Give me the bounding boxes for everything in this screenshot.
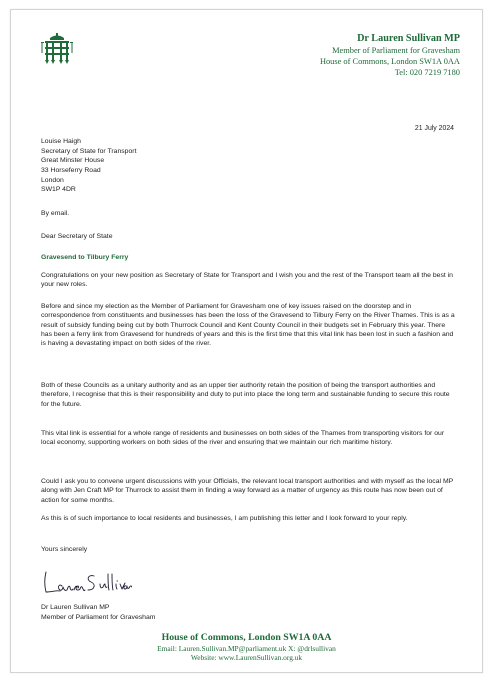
recipient-line: SW1P 4DR [41, 186, 76, 194]
paragraph-6: As this is of such importance to local residents and businesses, I am publishing this letter and I look forward to your reply. [41, 515, 408, 522]
footer-contact: Email: Lauren.Sullivan.MP@parliament.uk X: @drlsullivan [157, 644, 336, 653]
by-email-note: By email. [41, 210, 70, 217]
footer-address: House of Commons, London SW1A 0AA [161, 632, 332, 643]
closing: Yours sincerely [41, 546, 88, 553]
paragraph-4: This vital link is essential for a whole range of residents and businesses on both sides of the Thames from transporting visitors for our local economy, supporting workers on both sides of the river and ensuring that we maintain our rich maritime history. [41, 430, 445, 447]
paragraph-3: Both of these Councils as a unitary authority and as an upper tier authority retain the position of being the transport authorities and therefore, I recognise that this is their responsibility and duty to put into place the long term and sustainable funding to secure this route for the future. [41, 382, 450, 408]
recipient-address [41, 137, 458, 195]
recipient-line: Secretary of State for Transport [41, 147, 137, 155]
signoff-name: Dr Lauren Sullivan MP [41, 604, 110, 611]
recipient-line: 33 Horseferry Road [41, 167, 101, 175]
letter-date: 21 July 2024 [414, 125, 454, 132]
letterhead [320, 32, 460, 78]
mp-role: Member of Parliament for Gravesham [332, 46, 460, 55]
letter-subject: Gravesend to Tilbury Ferry [41, 254, 129, 261]
handwritten-signature [42, 566, 132, 598]
salutation: Dear Secretary of State [41, 233, 113, 240]
recipient-line: Louise Haigh [41, 138, 81, 145]
mp-telephone: Tel: 020 7219 7180 [394, 68, 460, 77]
portcullis-logo [41, 33, 73, 65]
letter-footer [11, 632, 482, 662]
signoff-role: Member of Parliament for Gravesham [41, 614, 156, 621]
footer-website: Website: www.LaurenSullivan.org.uk [190, 653, 303, 662]
paragraph-1: Congratulations on your new position as Secretary of State for Transport and I wish you and the rest of the Transport team all the best in your new roles. [41, 272, 453, 289]
recipient-line: Great Minster House [41, 157, 105, 165]
mp-name: Dr Lauren Sullivan MP [357, 33, 460, 44]
paragraph-5: Could I ask you to convene urgent discussions with your Officials, the relevant local transport authorities and with myself as the local MP along with Jen Craft MP for Thurrock to assist them in finding a way forward as a matter of urgency as this route has now been out of action for some months. [41, 478, 454, 504]
letter-page [10, 9, 483, 673]
mp-address: House of Commons, London SW1A 0AA [319, 57, 460, 66]
paragraph-2: Before and since my election as the Member of Parliament for Gravesham one of key issues raised on the doorstep and in correspondence from constituents and businesses has been the loss of the Gravesend to Tilbury Ferry on the River Thames. This is as a result of subsidy funding being cut by both Thurrock Council and Kent County Council in their budgets set in February this year. There has been a ferry link from Gravesend for hundreds of years and this is the first time that this vital link has been lost in such a fashion and is having a devastating impact on both sides of the river. [41, 303, 455, 348]
recipient-line: London [41, 176, 64, 184]
